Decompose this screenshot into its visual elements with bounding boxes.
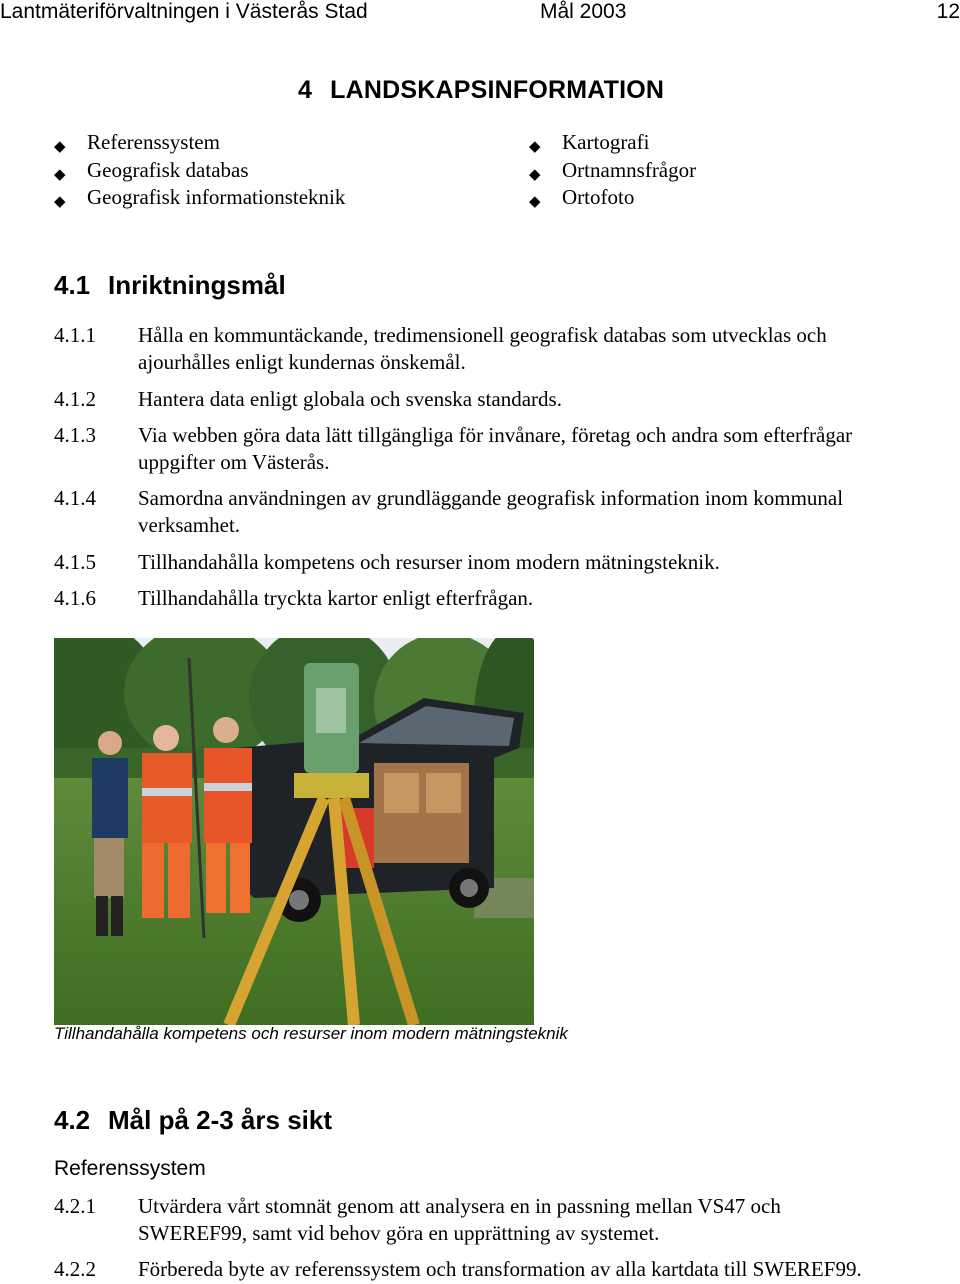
goal-number: 4.1.5	[54, 550, 96, 574]
goal-item	[54, 1256, 934, 1283]
diamond-bullet-icon: ◆	[54, 139, 66, 155]
goal-number: 4.2.1	[54, 1194, 96, 1218]
topic-label: Kartografi	[562, 130, 650, 154]
subheading-referenssystem: Referenssystem	[54, 1157, 206, 1180]
goal-item	[54, 322, 934, 376]
chapter-title: LANDSKAPSINFORMATION	[330, 76, 665, 104]
diamond-bullet-icon: ◆	[529, 194, 541, 210]
section-number: 4.2	[54, 1105, 91, 1135]
diamond-bullet-icon: ◆	[529, 139, 541, 155]
goal-number: 4.1.3	[54, 423, 96, 447]
diamond-bullet-icon: ◆	[54, 166, 66, 183]
topic-label: Referenssystem	[87, 130, 220, 154]
header-organization: Lantmäteriförvaltningen i Västerås Stad	[0, 0, 368, 23]
section-number: 4.1	[54, 270, 91, 300]
chapter-heading	[298, 76, 664, 105]
list-item	[529, 129, 696, 157]
list-item	[529, 157, 696, 185]
topic-list-right	[529, 129, 696, 212]
goal-text: Hålla en kommuntäckande, tredimensionell geografisk databas som utvecklas och ajourhålles enligt kundernas önskemål.	[138, 323, 827, 374]
topic-label: Ortnamnsfrågor	[562, 157, 697, 182]
goal-number: 4.1.6	[54, 586, 96, 610]
goal-number: 4.1.4	[54, 486, 96, 510]
topic-label: Ortofoto	[562, 185, 635, 209]
topic-label: Geografisk databas	[87, 157, 249, 182]
list-item	[54, 157, 345, 185]
goal-number: 4.1.2	[54, 387, 96, 411]
goal-item	[54, 485, 934, 539]
goal-text: Utvärdera vårt stomnät genom att analysera en in passning mellan VS47 och SWEREF99, samt vid behov göra en upprättning av systemet.	[138, 1194, 781, 1245]
goal-text: Samordna användningen av grundläggande geografisk information inom kommunal verksamhet.	[138, 486, 844, 537]
section-title: Inriktningsmål	[108, 270, 286, 300]
diamond-bullet-icon: ◆	[54, 194, 66, 210]
list-item	[54, 184, 345, 212]
goal-item	[54, 1193, 934, 1247]
topic-label: Geografisk informationsteknik	[87, 185, 346, 209]
page-number: 12	[936, 0, 960, 23]
goal-text: Via webben göra data lätt tillgängliga för invånare, företag och andra som efterfrågar uppgifter om Västerås.	[138, 423, 853, 474]
photo-caption: Tillhandahålla kompetens och resurser inom modern mätningsteknik	[54, 1024, 568, 1043]
surveying-photo	[54, 638, 534, 1025]
goal-item	[54, 422, 934, 476]
goal-number: 4.1.1	[54, 323, 96, 347]
section-heading-4-2	[54, 1105, 332, 1136]
goal-number: 4.2.2	[54, 1257, 96, 1281]
goal-text: Hantera data enligt globala och svenska standards.	[138, 387, 562, 411]
goal-text: Tillhandahålla tryckta kartor enligt efterfrågan.	[138, 586, 534, 610]
chapter-number: 4	[298, 76, 313, 104]
topic-list-left	[54, 129, 345, 212]
goal-text: Tillhandahålla kompetens och resurser inom modern mätningsteknik.	[138, 550, 720, 574]
goal-item	[54, 386, 934, 413]
section-heading-4-1	[54, 270, 286, 301]
list-item	[54, 129, 345, 157]
goal-item	[54, 549, 934, 576]
section-title: Mål på 2-3 års sikt	[108, 1105, 332, 1135]
diamond-bullet-icon: ◆	[529, 166, 541, 183]
goal-item	[54, 585, 934, 612]
goal-text: Förbereda byte av referenssystem och transformation av alla kartdata till SWEREF99.	[138, 1257, 862, 1281]
header-document-title: Mål 2003	[540, 0, 627, 23]
list-item	[529, 184, 696, 212]
